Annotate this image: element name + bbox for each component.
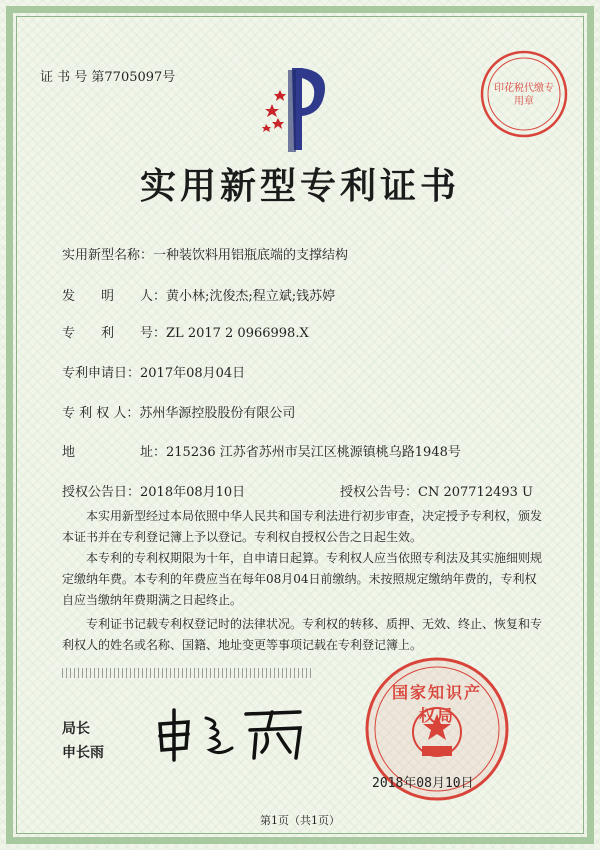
field-inventor-value: 黄小林;沈俊杰;程立斌;钱苏婷 bbox=[166, 289, 336, 304]
field-patentee-value: 苏州华源控股股份有限公司 bbox=[139, 406, 296, 421]
field-filing-date-value: 2017年08月04日 bbox=[140, 366, 246, 381]
field-patent-no-value: ZL 2017 2 0966998.X bbox=[166, 326, 309, 341]
field-announce-date bbox=[62, 481, 245, 500]
seal-text: 国家知识产权局 bbox=[392, 683, 483, 725]
certificate-number: 证 书 号 第7705097号 bbox=[40, 70, 176, 85]
paragraph-2: 本专利的专利权期限为十年，自申请日起算。专利权人应当依照专利法及其实施细则规定缴纳年费。本专利的年费应当在每年08月04日前缴纳。未按照规定缴纳年费的，专利权自应当缴纳年费期满之日起终止。 bbox=[62, 551, 543, 607]
field-name bbox=[62, 244, 348, 263]
field-address bbox=[62, 441, 461, 460]
seal-date: 2018年08月10日 bbox=[372, 776, 474, 791]
field-address-label: 地 址： bbox=[62, 445, 167, 460]
tax-stamp-inner-text: 印花税代缴专用章 bbox=[494, 83, 554, 107]
paragraph-3: 专利证书记载专利权登记时的法律状况。专利权的转移、质押、无效、终止、恢复和专利权人的姓名或名称、国籍、地址变更等事项记载在专利登记簿上。 bbox=[62, 617, 543, 652]
page-footer: 第1页（共1页） bbox=[260, 814, 340, 827]
field-address-value: 215236 江苏省苏州市吴江区桃源镇桃乌路1948号 bbox=[166, 445, 461, 460]
field-patent-no-label: 专 利 号： bbox=[62, 326, 167, 341]
field-announce-no-value: CN 207712493 U bbox=[418, 485, 533, 500]
field-announce-date-value: 2018年08月10日 bbox=[140, 485, 246, 500]
field-inventor-label: 发 明 人： bbox=[62, 289, 167, 304]
field-patentee bbox=[62, 402, 295, 421]
field-announce-no bbox=[340, 481, 533, 500]
field-patent-no bbox=[62, 322, 309, 341]
certificate-title: 实用新型专利证书 bbox=[139, 165, 460, 207]
signature-name: 申长雨 bbox=[62, 745, 104, 761]
handwritten-signature bbox=[150, 704, 330, 764]
signature-title: 局长 bbox=[62, 721, 90, 737]
decorative-band bbox=[62, 668, 312, 678]
field-filing-date-label: 专利申请日： bbox=[62, 366, 141, 381]
field-name-value: 一种装饮料用铝瓶底端的支撑结构 bbox=[153, 248, 349, 263]
field-patentee-label: 专 利 权 人： bbox=[62, 406, 140, 421]
field-inventor bbox=[62, 285, 335, 304]
field-name-label: 实用新型名称： bbox=[62, 248, 154, 263]
cnipa-logo bbox=[258, 62, 338, 154]
paragraph-1: 本实用新型经过本局依照中华人民共和国专利法进行初步审查，决定授予专利权，颁发本证书并在专利登记簿上予以登记。专利权自授权公告之日起生效。 bbox=[62, 509, 543, 544]
field-announce-date-label: 授权公告日： bbox=[62, 485, 141, 500]
field-announce-no-label: 授权公告号： bbox=[340, 485, 419, 500]
field-filing-date bbox=[62, 362, 245, 381]
